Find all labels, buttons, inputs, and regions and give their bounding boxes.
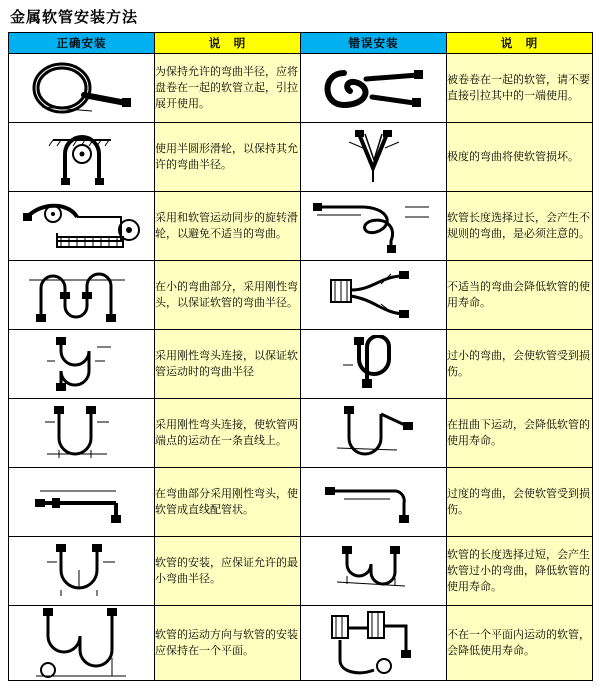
description-correct: 采用刚性弯头连接，以保证软管运动时的弯曲半径: [155, 330, 301, 399]
figure-cell-wrong: [301, 192, 447, 261]
description-correct: 采用和软管运动同步的旋转滑轮，以避免不适当的弯曲。: [155, 192, 301, 261]
description-correct: 在弯曲部分采用刚性弯头，使软管成直线配管状。: [155, 468, 301, 537]
description-wrong: 过度的弯曲，会使软管受到损伤。: [447, 468, 593, 537]
figure-cell-correct: [9, 192, 155, 261]
table-row: [9, 261, 593, 330]
rigid-bend-small-radius-figure: [9, 266, 154, 324]
figure-cell-wrong: [301, 399, 447, 468]
description-wrong: 软管长度选择过长，会产生不规则的弯曲，是必须注意的。: [447, 192, 593, 261]
header-correct-install: 正确安装: [9, 33, 155, 54]
table-header-row: [9, 33, 593, 54]
header-wrong-desc: 说 明: [447, 33, 593, 54]
figure-cell-correct: [9, 54, 155, 123]
figure-cell-correct: [9, 468, 155, 537]
too-small-bend-figure: [301, 335, 446, 393]
figure-cell-correct: [9, 537, 155, 606]
rigid-elbow-straight-motion-figure: [9, 404, 154, 462]
figure-cell-wrong: [301, 330, 447, 399]
rigid-elbow-connection-figure: [9, 335, 154, 393]
too-long-hose-figure: [301, 542, 446, 600]
sharp-v-bend-figure: [301, 128, 446, 186]
table-row: [9, 606, 593, 681]
table-row: [9, 468, 593, 537]
description-correct: 在小的弯曲部分，采用刚性弯头，以保证软管的弯曲半径。: [155, 261, 301, 330]
coiled-hose-standing-figure: [9, 59, 154, 117]
figure-cell-wrong: [301, 54, 447, 123]
table-row: [9, 399, 593, 468]
description-correct: 为保持允许的弯曲半径，应将盘卷在一起的软管立起，引拉展开使用。: [155, 54, 301, 123]
table-row: [9, 54, 593, 123]
min-bend-radius-install-figure: [9, 542, 154, 600]
figure-cell-correct: [9, 399, 155, 468]
out-of-plane-motion-figure: [301, 606, 446, 680]
header-correct-desc: 说 明: [155, 33, 301, 54]
figure-cell-correct: [9, 606, 155, 681]
description-wrong: 不适当的弯曲会降低软管的使用寿命。: [447, 261, 593, 330]
description-correct: 软管的安装，应保证允许的最小弯曲半径。: [155, 537, 301, 606]
header-wrong-install: 错误安装: [301, 33, 447, 54]
torsion-motion-figure: [301, 404, 446, 462]
description-correct: 软管的运动方向与软管的安装应保持在一个平面。: [155, 606, 301, 681]
hose-installation-table: [8, 32, 593, 681]
figure-cell-wrong: [301, 606, 447, 681]
description-wrong: 被卷卷在一起的软管，请不要直接引拉其中的一端使用。: [447, 54, 593, 123]
excessive-bend-figure: [301, 477, 446, 527]
table-row: [9, 123, 593, 192]
description-wrong: 软管的长度选择过短，会产生软管过小的弯曲，降低软管的使用寿命。: [447, 537, 593, 606]
same-plane-motion-figure: [9, 606, 154, 680]
description-wrong: 不在一个平面内运动的软管，会降低使用寿命。: [447, 606, 593, 681]
description-wrong: 极度的弯曲将使软管损坏。: [447, 123, 593, 192]
figure-cell-correct: [9, 261, 155, 330]
page-title: 金属软管安装方法: [10, 8, 139, 26]
table-row: [9, 192, 593, 261]
figure-cell-wrong: [301, 123, 447, 192]
description-correct: 采用刚性弯头连接，使软管两端点的运动在一条直线上。: [155, 399, 301, 468]
figure-cell-wrong: [301, 261, 447, 330]
description-correct: 使用半圆形滑轮，以保持其允许的弯曲半径。: [155, 123, 301, 192]
coiled-hose-pulled-figure: [301, 59, 446, 117]
description-wrong: 过小的弯曲，会使软管受到损伤。: [447, 330, 593, 399]
straight-piping-rigid-elbow-figure: [9, 477, 154, 527]
excess-length-loop-figure: [301, 197, 446, 255]
figure-cell-correct: [9, 123, 155, 192]
synchronized-rotating-pulley-figure: [9, 197, 154, 255]
figure-cell-wrong: [301, 468, 447, 537]
table-row: [9, 330, 593, 399]
semicircular-pulley-figure: [9, 128, 154, 186]
figure-cell-wrong: [301, 537, 447, 606]
improper-bend-figure: [301, 266, 446, 324]
table-row: [9, 537, 593, 606]
description-wrong: 在扭曲下运动，会降低软管的使用寿命。: [447, 399, 593, 468]
figure-cell-correct: [9, 330, 155, 399]
